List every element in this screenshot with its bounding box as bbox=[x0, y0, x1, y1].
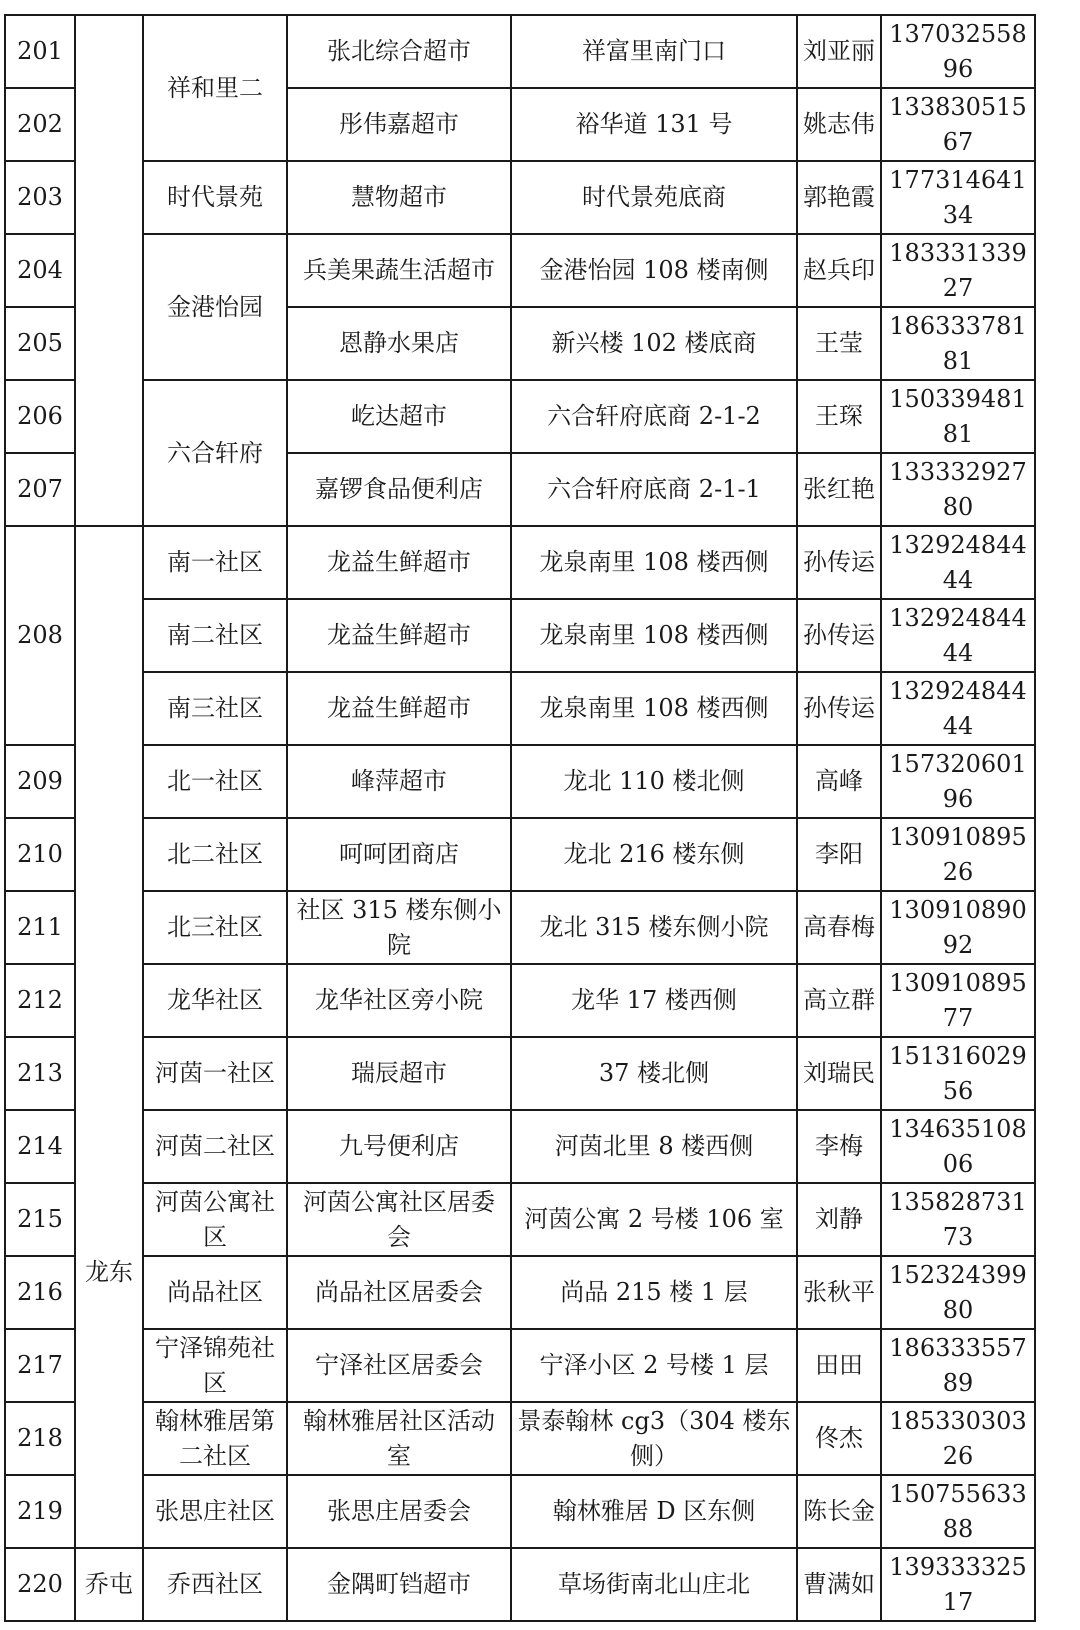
community-cell: 北二社区 bbox=[143, 818, 287, 891]
address-cell: 37 楼北侧 bbox=[511, 1037, 797, 1110]
shop-cell: 河茵公寓社区居委会 bbox=[287, 1183, 511, 1256]
shop-cell: 瑞辰超市 bbox=[287, 1037, 511, 1110]
shop-cell: 金隅町铛超市 bbox=[287, 1548, 511, 1621]
row-number: 206 bbox=[5, 380, 75, 453]
community-cell: 北一社区 bbox=[143, 745, 287, 818]
table-row bbox=[5, 1402, 1035, 1475]
phone-cell: 13292484444 bbox=[881, 672, 1035, 745]
address-cell: 裕华道 131 号 bbox=[511, 88, 797, 161]
address-cell: 龙泉南里 108 楼西侧 bbox=[511, 599, 797, 672]
phone-cell: 13383051567 bbox=[881, 88, 1035, 161]
address-cell: 龙华 17 楼西侧 bbox=[511, 964, 797, 1037]
row-number: 219 bbox=[5, 1475, 75, 1548]
phone-cell: 13333292780 bbox=[881, 453, 1035, 526]
contact-cell: 张红艳 bbox=[797, 453, 881, 526]
address-cell: 草场街南北山庄北 bbox=[511, 1548, 797, 1621]
phone-cell: 15075563388 bbox=[881, 1475, 1035, 1548]
address-cell: 祥富里南门口 bbox=[511, 15, 797, 88]
shop-cell: 嘉锣食品便利店 bbox=[287, 453, 511, 526]
area-cell bbox=[75, 15, 143, 526]
row-number: 205 bbox=[5, 307, 75, 380]
address-cell: 龙北 216 楼东侧 bbox=[511, 818, 797, 891]
address-cell: 金港怡园 108 楼南侧 bbox=[511, 234, 797, 307]
table-row bbox=[5, 891, 1035, 964]
address-cell: 河茵北里 8 楼西侧 bbox=[511, 1110, 797, 1183]
phone-cell: 13703255896 bbox=[881, 15, 1035, 88]
contact-cell: 郭艳霞 bbox=[797, 161, 881, 234]
community-cell: 宁泽锦苑社区 bbox=[143, 1329, 287, 1402]
phone-cell: 18633355789 bbox=[881, 1329, 1035, 1402]
shop-cell: 龙华社区旁小院 bbox=[287, 964, 511, 1037]
shop-cell: 龙益生鲜超市 bbox=[287, 672, 511, 745]
address-cell: 龙泉南里 108 楼西侧 bbox=[511, 526, 797, 599]
table-row bbox=[5, 1183, 1035, 1256]
contact-cell: 刘亚丽 bbox=[797, 15, 881, 88]
row-number: 208 bbox=[5, 526, 75, 745]
shop-cell: 社区 315 楼东侧小院 bbox=[287, 891, 511, 964]
contact-cell: 姚志伟 bbox=[797, 88, 881, 161]
shop-cell: 九号便利店 bbox=[287, 1110, 511, 1183]
table-row bbox=[5, 599, 1035, 672]
contact-cell: 田田 bbox=[797, 1329, 881, 1402]
table-row bbox=[5, 745, 1035, 818]
phone-cell: 15232439980 bbox=[881, 1256, 1035, 1329]
row-number: 209 bbox=[5, 745, 75, 818]
phone-cell: 13292484444 bbox=[881, 599, 1035, 672]
row-number: 215 bbox=[5, 1183, 75, 1256]
table-row bbox=[5, 1548, 1035, 1621]
phone-cell: 13091089092 bbox=[881, 891, 1035, 964]
row-number: 207 bbox=[5, 453, 75, 526]
community-cell: 金港怡园 bbox=[143, 234, 287, 380]
community-cell: 龙华社区 bbox=[143, 964, 287, 1037]
row-number: 218 bbox=[5, 1402, 75, 1475]
shop-cell: 恩静水果店 bbox=[287, 307, 511, 380]
phone-cell: 15033948181 bbox=[881, 380, 1035, 453]
table-row bbox=[5, 1256, 1035, 1329]
table-row bbox=[5, 1329, 1035, 1402]
contact-cell: 陈长金 bbox=[797, 1475, 881, 1548]
table-row bbox=[5, 15, 1035, 88]
contact-cell: 孙传运 bbox=[797, 599, 881, 672]
contact-cell: 张秋平 bbox=[797, 1256, 881, 1329]
address-cell: 六合轩府底商 2-1-1 bbox=[511, 453, 797, 526]
community-cell: 尚品社区 bbox=[143, 1256, 287, 1329]
table-row bbox=[5, 380, 1035, 453]
contact-cell: 孙传运 bbox=[797, 672, 881, 745]
table-row bbox=[5, 161, 1035, 234]
contact-cell: 李阳 bbox=[797, 818, 881, 891]
contact-cell: 高峰 bbox=[797, 745, 881, 818]
table-row bbox=[5, 964, 1035, 1037]
community-cell: 河茵公寓社区 bbox=[143, 1183, 287, 1256]
address-cell: 时代景苑底商 bbox=[511, 161, 797, 234]
shop-cell: 峰萍超市 bbox=[287, 745, 511, 818]
phone-cell: 18633378181 bbox=[881, 307, 1035, 380]
shop-cell: 翰林雅居社区活动室 bbox=[287, 1402, 511, 1475]
address-cell: 六合轩府底商 2-1-2 bbox=[511, 380, 797, 453]
table-row bbox=[5, 526, 1035, 599]
community-cell: 河茵二社区 bbox=[143, 1110, 287, 1183]
address-cell: 河茵公寓 2 号楼 106 室 bbox=[511, 1183, 797, 1256]
shop-cell: 龙益生鲜超市 bbox=[287, 526, 511, 599]
shop-cell: 屹达超市 bbox=[287, 380, 511, 453]
phone-cell: 13582873173 bbox=[881, 1183, 1035, 1256]
row-number: 217 bbox=[5, 1329, 75, 1402]
address-cell: 新兴楼 102 楼底商 bbox=[511, 307, 797, 380]
contact-cell: 曹满如 bbox=[797, 1548, 881, 1621]
row-number: 203 bbox=[5, 161, 75, 234]
table-row bbox=[5, 1037, 1035, 1110]
community-cell: 翰林雅居第二社区 bbox=[143, 1402, 287, 1475]
phone-cell: 13463510806 bbox=[881, 1110, 1035, 1183]
row-number: 213 bbox=[5, 1037, 75, 1110]
contact-cell: 高立群 bbox=[797, 964, 881, 1037]
address-cell: 龙北 315 楼东侧小院 bbox=[511, 891, 797, 964]
phone-cell: 13091089577 bbox=[881, 964, 1035, 1037]
row-number: 212 bbox=[5, 964, 75, 1037]
area-cell: 龙东 bbox=[75, 526, 143, 1548]
community-cell: 张思庄社区 bbox=[143, 1475, 287, 1548]
phone-cell: 15131602956 bbox=[881, 1037, 1035, 1110]
phone-cell: 18333133927 bbox=[881, 234, 1035, 307]
shop-cell: 彤伟嘉超市 bbox=[287, 88, 511, 161]
shop-cell: 尚品社区居委会 bbox=[287, 1256, 511, 1329]
row-number: 214 bbox=[5, 1110, 75, 1183]
phone-cell: 13292484444 bbox=[881, 526, 1035, 599]
address-cell: 宁泽小区 2 号楼 1 层 bbox=[511, 1329, 797, 1402]
contact-cell: 孙传运 bbox=[797, 526, 881, 599]
row-number: 211 bbox=[5, 891, 75, 964]
contact-cell: 王琛 bbox=[797, 380, 881, 453]
community-cell: 祥和里二 bbox=[143, 15, 287, 161]
contact-cell: 刘瑞民 bbox=[797, 1037, 881, 1110]
community-cell: 北三社区 bbox=[143, 891, 287, 964]
address-cell: 翰林雅居 D 区东侧 bbox=[511, 1475, 797, 1548]
contact-cell: 刘静 bbox=[797, 1183, 881, 1256]
row-number: 210 bbox=[5, 818, 75, 891]
shop-cell: 呵呵团商店 bbox=[287, 818, 511, 891]
shop-cell: 龙益生鲜超市 bbox=[287, 599, 511, 672]
contact-cell: 高春梅 bbox=[797, 891, 881, 964]
shop-cell: 宁泽社区居委会 bbox=[287, 1329, 511, 1402]
phone-cell: 18533030326 bbox=[881, 1402, 1035, 1475]
community-cell: 乔西社区 bbox=[143, 1548, 287, 1621]
phone-cell: 17731464134 bbox=[881, 161, 1035, 234]
community-cell: 六合轩府 bbox=[143, 380, 287, 526]
row-number: 220 bbox=[5, 1548, 75, 1621]
store-contact-table bbox=[4, 14, 1036, 1622]
table-row bbox=[5, 1110, 1035, 1183]
address-cell: 龙北 110 楼北侧 bbox=[511, 745, 797, 818]
community-cell: 河茵一社区 bbox=[143, 1037, 287, 1110]
row-number: 204 bbox=[5, 234, 75, 307]
phone-cell: 15732060196 bbox=[881, 745, 1035, 818]
contact-cell: 王莹 bbox=[797, 307, 881, 380]
shop-cell: 兵美果蔬生活超市 bbox=[287, 234, 511, 307]
contact-cell: 李梅 bbox=[797, 1110, 881, 1183]
table-row bbox=[5, 672, 1035, 745]
phone-cell: 13091089526 bbox=[881, 818, 1035, 891]
community-cell: 南三社区 bbox=[143, 672, 287, 745]
phone-cell: 13933332517 bbox=[881, 1548, 1035, 1621]
address-cell: 龙泉南里 108 楼西侧 bbox=[511, 672, 797, 745]
shop-cell: 张思庄居委会 bbox=[287, 1475, 511, 1548]
community-cell: 南二社区 bbox=[143, 599, 287, 672]
contact-cell: 赵兵印 bbox=[797, 234, 881, 307]
address-cell: 尚品 215 楼 1 层 bbox=[511, 1256, 797, 1329]
row-number: 202 bbox=[5, 88, 75, 161]
community-cell: 南一社区 bbox=[143, 526, 287, 599]
table-row bbox=[5, 818, 1035, 891]
shop-cell: 张北综合超市 bbox=[287, 15, 511, 88]
shop-cell: 慧物超市 bbox=[287, 161, 511, 234]
area-cell: 乔屯 bbox=[75, 1548, 143, 1621]
contact-cell: 佟杰 bbox=[797, 1402, 881, 1475]
community-cell: 时代景苑 bbox=[143, 161, 287, 234]
address-cell: 景泰翰林 cg3（304 楼东侧） bbox=[511, 1402, 797, 1475]
row-number: 216 bbox=[5, 1256, 75, 1329]
row-number: 201 bbox=[5, 15, 75, 88]
table-row bbox=[5, 234, 1035, 307]
table-row bbox=[5, 1475, 1035, 1548]
